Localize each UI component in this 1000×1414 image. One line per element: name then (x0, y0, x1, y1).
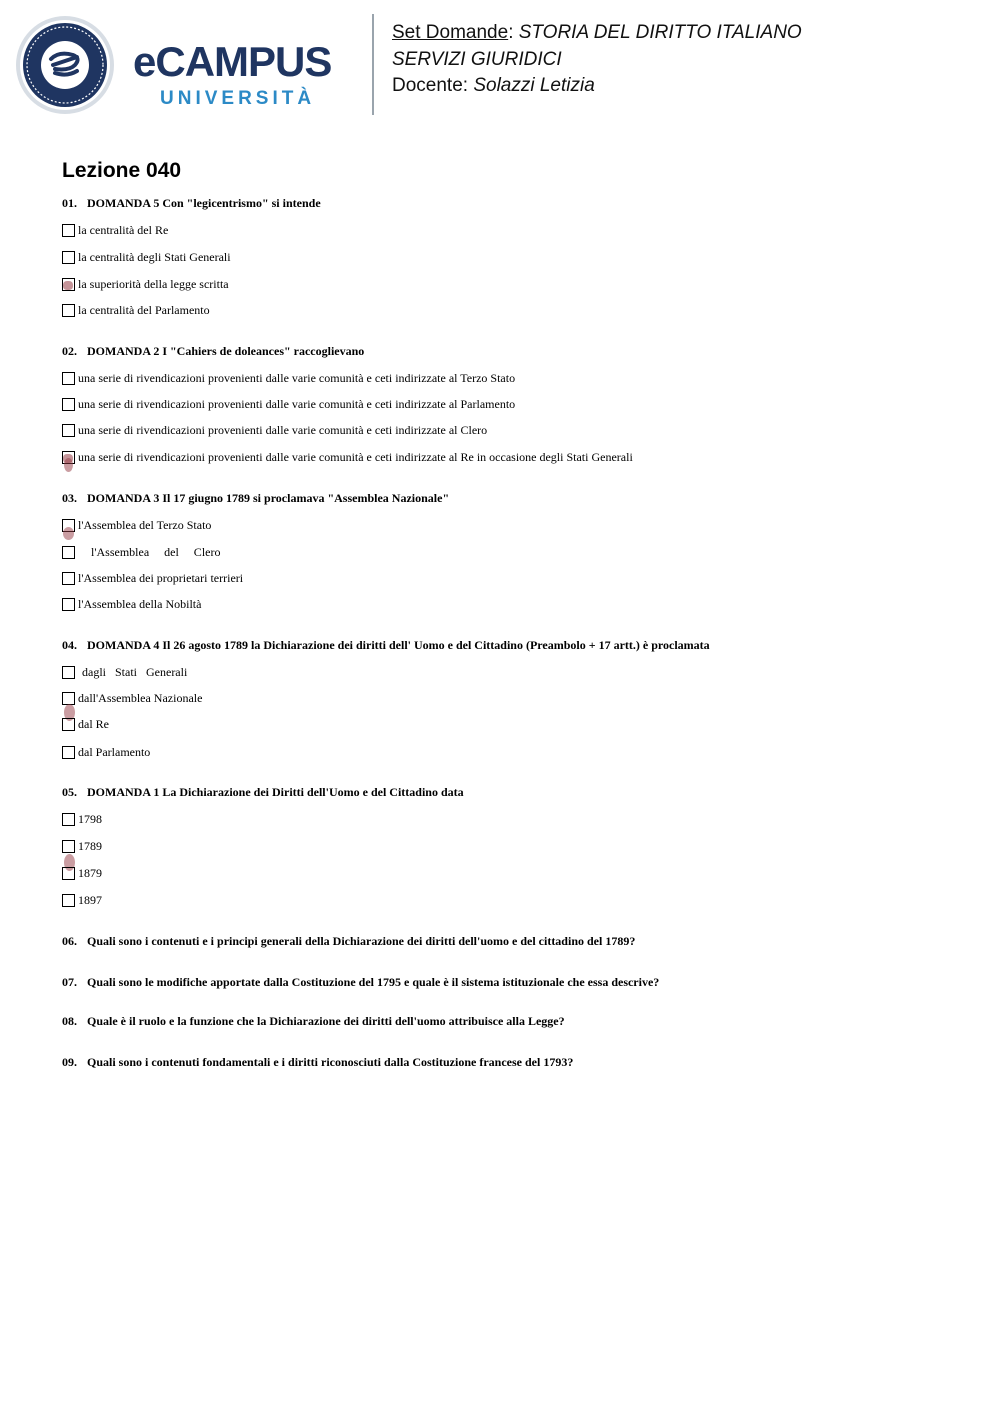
question-text: Quali sono i contenuti fondamentali e i diritti riconosciuti dalla Costituzione francese del 1793? (87, 1055, 574, 1069)
checkbox[interactable] (62, 746, 75, 759)
answer-option[interactable] (62, 892, 102, 908)
question-number: 02. (62, 344, 77, 358)
answer-option[interactable] (62, 422, 487, 438)
answer-option[interactable] (62, 744, 150, 760)
question-text: DOMANDA 3 Il 17 giugno 1789 si proclamava "Assemblea Nazionale" (87, 491, 450, 505)
question-number: 01. (62, 196, 77, 210)
option-label: una serie di rivendicazioni provenienti dalle varie comunità e ceti indirizzate al Re in occasione degli Stati Generali (78, 449, 633, 464)
university-seal-icon (15, 15, 115, 115)
question-heading (62, 344, 364, 359)
question-text: Quali sono le modifiche apportate dalla Costituzione del 1795 e quale è il sistema istituzionale che essa descrive? (87, 975, 660, 989)
answer-option[interactable] (62, 517, 211, 533)
teacher-label: Docente: (392, 75, 469, 96)
checkbox[interactable] (62, 546, 75, 559)
option-label: dal Re (78, 716, 109, 731)
header-divider (372, 14, 374, 115)
open-question (62, 934, 635, 949)
checkbox[interactable] (62, 840, 75, 853)
answer-option[interactable] (62, 396, 515, 412)
course-line-2: SERVIZI GIURIDICI (392, 48, 562, 70)
checkbox[interactable] (62, 666, 75, 679)
set-separator: : (508, 22, 514, 43)
question-heading (62, 638, 710, 653)
checkbox[interactable] (62, 867, 75, 880)
option-label: l'Assemblea del Clero (91, 544, 221, 559)
option-label: l'Assemblea della Nobiltà (78, 596, 202, 611)
option-label: una serie di rivendicazioni provenienti dalle varie comunità e ceti indirizzate al Terzo Stato (78, 370, 516, 385)
option-label: l'Assemblea del Terzo Stato (78, 517, 212, 532)
question-heading (62, 196, 321, 211)
checkbox[interactable] (62, 304, 75, 317)
teacher-name: Solazzi Letizia (473, 75, 595, 96)
question-text: DOMANDA 2 I "Cahiers de doleances" raccoglievano (87, 344, 365, 358)
option-label: 1879 (78, 865, 102, 880)
checkbox[interactable] (62, 692, 75, 705)
checkbox-checked[interactable] (62, 278, 75, 291)
option-label: la centralità degli Stati Generali (78, 249, 231, 264)
question-number: 04. (62, 638, 77, 652)
pen-mark (64, 458, 73, 472)
answer-option[interactable] (62, 664, 187, 680)
option-label: 1789 (78, 838, 102, 853)
question-heading (62, 785, 464, 800)
option-label: una serie di rivendicazioni provenienti dalle varie comunità e ceti indirizzate al Parlamento (78, 396, 516, 411)
brand-name: eCAMPUS (133, 38, 332, 85)
pen-mark (63, 527, 74, 540)
question-text: DOMANDA 1 La Dichiarazione dei Diritti dell'Uomo e del Cittadino data (87, 785, 464, 799)
question-text: Quale è il ruolo e la funzione che la Dichiarazione dei diritti dell'uomo attribuisce alla Legge? (87, 1014, 565, 1028)
question-number: 09. (62, 1055, 77, 1069)
answer-option[interactable] (62, 838, 102, 854)
document-header (0, 0, 1000, 130)
option-label: dall'Assemblea Nazionale (78, 690, 203, 705)
open-question (62, 975, 659, 990)
question-number: 07. (62, 975, 77, 989)
option-label: 1798 (78, 811, 102, 826)
answer-option[interactable] (62, 276, 229, 292)
checkbox[interactable] (62, 251, 75, 264)
checkbox[interactable] (62, 598, 75, 611)
option-label: la centralità del Parlamento (78, 302, 210, 317)
lesson-title: Lezione 040 (62, 159, 182, 182)
answer-option[interactable] (62, 370, 515, 386)
answer-option[interactable] (62, 222, 168, 238)
answer-option[interactable] (62, 302, 210, 318)
option-label: dagli Stati Generali (82, 664, 188, 679)
option-label: dal Parlamento (78, 744, 151, 759)
answer-option[interactable] (62, 596, 201, 612)
course-line-1 (392, 20, 802, 47)
answer-option[interactable] (62, 811, 102, 827)
question-number: 06. (62, 934, 77, 948)
checkbox[interactable] (62, 572, 75, 585)
checkbox[interactable] (62, 224, 75, 237)
checkbox[interactable] (62, 718, 75, 731)
question-text: DOMANDA 5 Con "legicentrismo" si intende (87, 196, 321, 210)
answer-option[interactable] (62, 690, 202, 706)
checkbox[interactable] (62, 894, 75, 907)
teacher-line (392, 73, 802, 100)
checkbox[interactable] (62, 813, 75, 826)
option-label: 1897 (78, 892, 102, 907)
answer-option[interactable] (62, 865, 102, 881)
answer-option[interactable] (62, 570, 243, 586)
question-text: DOMANDA 4 Il 26 agosto 1789 la Dichiarazione dei diritti dell' Uomo e del Cittadino (Preambolo + 17 artt.) è proclamata (87, 638, 710, 652)
set-label: Set Domande (392, 22, 509, 43)
open-question (62, 1014, 565, 1029)
open-question (62, 1055, 573, 1070)
checkbox[interactable] (62, 372, 75, 385)
answer-option[interactable] (62, 449, 633, 465)
option-label: l'Assemblea dei proprietari terrieri (78, 570, 244, 585)
checkbox[interactable] (62, 398, 75, 411)
question-heading (62, 491, 449, 506)
option-label: la centralità del Re (78, 222, 169, 237)
question-text: Quali sono i contenuti e i principi generali della Dichiarazione dei diritti dell'uomo e del cittadino del 1789? (87, 934, 636, 948)
header-info (392, 20, 802, 100)
answer-option[interactable] (62, 249, 231, 265)
answer-option[interactable] (62, 544, 220, 560)
question-number: 08. (62, 1014, 77, 1028)
option-label: una serie di rivendicazioni provenienti dalle varie comunità e ceti indirizzate al Clero (78, 422, 488, 437)
brand-subtitle: UNIVERSITÀ (160, 88, 316, 109)
course-title: STORIA DEL DIRITTO ITALIANO (518, 22, 802, 43)
question-number: 03. (62, 491, 77, 505)
option-label: la superiorità della legge scritta (78, 276, 229, 291)
question-number: 05. (62, 785, 77, 799)
answer-option[interactable] (62, 716, 109, 732)
checkbox[interactable] (62, 424, 75, 437)
